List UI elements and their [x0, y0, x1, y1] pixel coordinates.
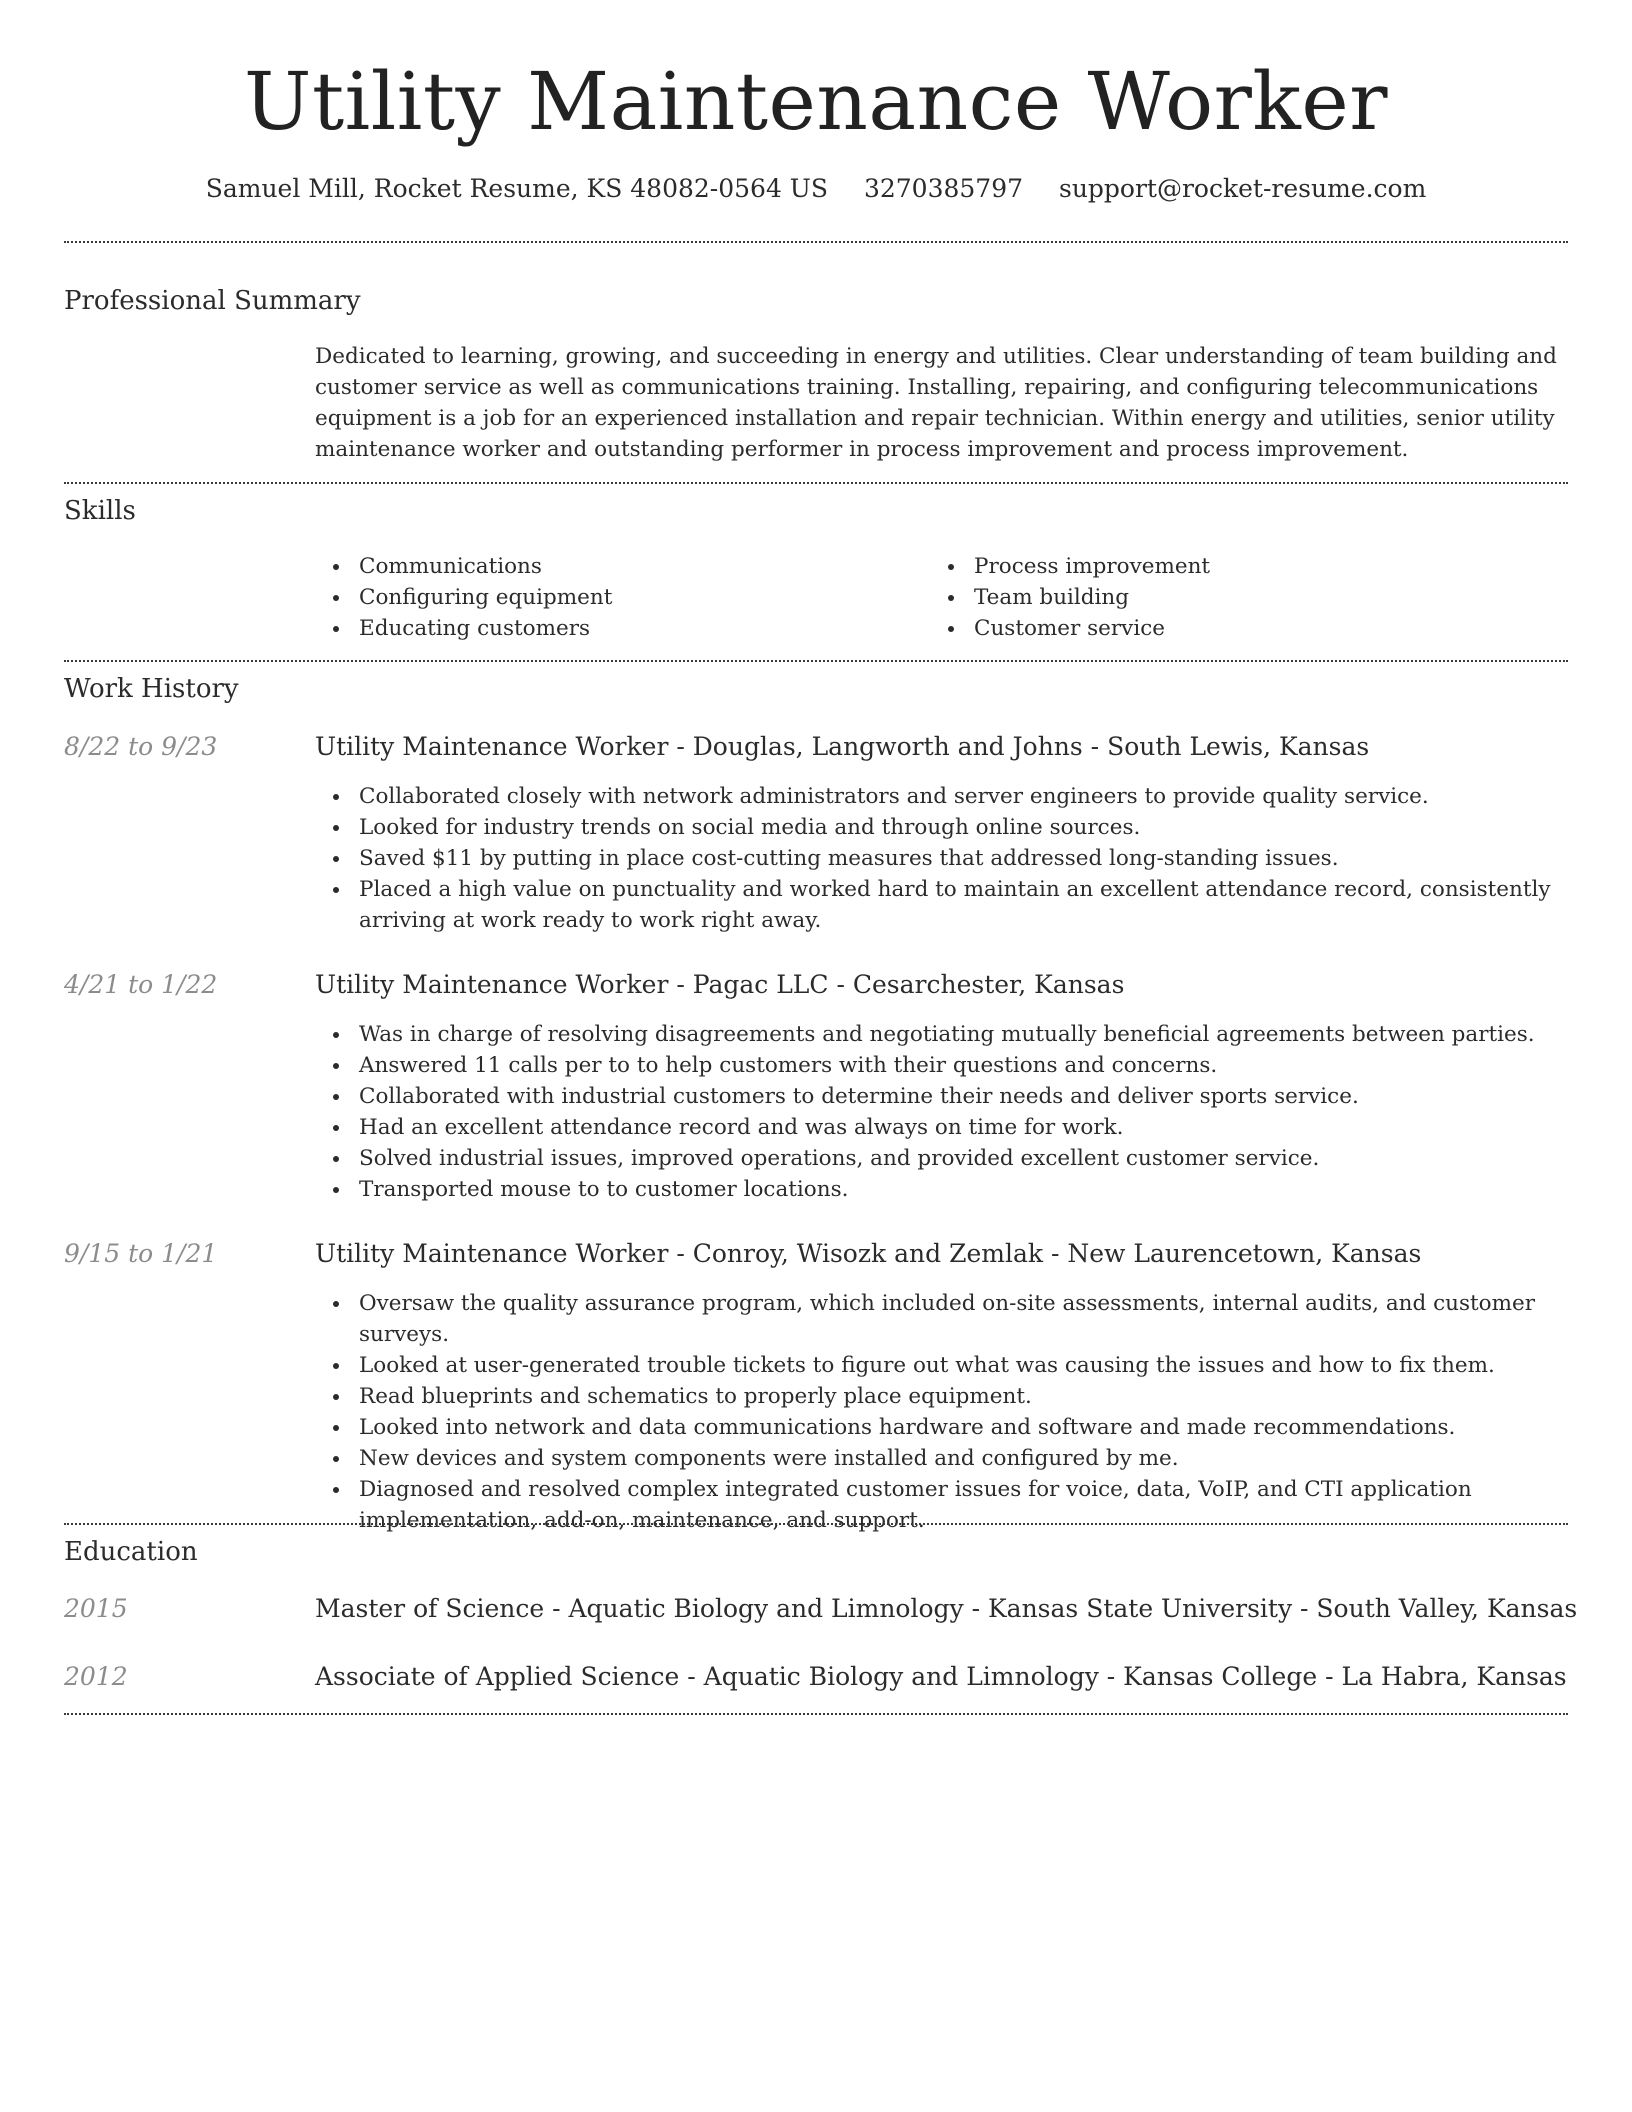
skill-item: Configuring equipment [315, 582, 915, 613]
education-year: 2015 [64, 1594, 128, 1623]
summary-heading: Professional Summary [64, 286, 361, 316]
job-duty-item: Was in charge of resolving disagreements and negotiating mutually beneficial agreements between parties. [315, 1019, 1568, 1050]
job-dates: 9/15 to 1/21 [64, 1239, 218, 1268]
job-title: Utility Maintenance Worker - Douglas, Langworth and Johns - South Lewis, Kansas [315, 732, 1370, 761]
job-duty-item: Oversaw the quality assurance program, which included on-site assessments, internal audits, and customer surveys. [315, 1288, 1568, 1350]
job-duty-item: Saved $11 by putting in place cost-cutting measures that addressed long-standing issues. [315, 843, 1568, 874]
skill-item: Communications [315, 551, 915, 582]
job-duty-item: New devices and system components were installed and configured by me. [315, 1443, 1568, 1474]
contact-email: support@rocket-resume.com [1058, 174, 1427, 203]
job-duty-item: Had an excellent attendance record and was always on time for work. [315, 1112, 1568, 1143]
education-year: 2012 [64, 1662, 128, 1691]
job-duty-item: Collaborated closely with network administrators and server engineers to provide quality service. [315, 781, 1568, 812]
education-title: Associate of Applied Science - Aquatic Biology and Limnology - Kansas College - La Habra, Kansas [315, 1662, 1567, 1691]
job-duty-item: Diagnosed and resolved complex integrated customer issues for voice, data, VoIP, and CTI application implementation, add-on, maintenance, and support. [315, 1474, 1568, 1536]
skills-heading: Skills [64, 496, 136, 526]
job-title: Utility Maintenance Worker - Conroy, Wisozk and Zemlak - New Laurencetown, Kansas [315, 1239, 1422, 1268]
work-heading: Work History [64, 674, 239, 704]
skill-item: Customer service [930, 613, 1530, 644]
job-duties [315, 781, 1568, 936]
job-duty-item: Placed a high value on punctuality and worked hard to maintain an excellent attendance record, consistently arriving at work ready to work right away. [315, 874, 1568, 936]
divider-header [64, 241, 1568, 243]
skill-item: Educating customers [315, 613, 915, 644]
education-title: Master of Science - Aquatic Biology and Limnology - Kansas State University - South Valley, Kansas [315, 1594, 1578, 1623]
skills-list-right [930, 551, 1530, 644]
job-duties [315, 1288, 1568, 1536]
contact-address: Samuel Mill, Rocket Resume, KS 48082-0564 US [205, 174, 829, 203]
job-duties [315, 1019, 1568, 1205]
divider-skills [64, 660, 1568, 662]
job-duty-item: Answered 11 calls per to to help customers with their questions and concerns. [315, 1050, 1568, 1081]
job-duty-item: Solved industrial issues, improved operations, and provided excellent customer service. [315, 1143, 1568, 1174]
job-duty-item: Looked for industry trends on social media and through online sources. [315, 812, 1568, 843]
job-dates: 8/22 to 9/23 [64, 732, 218, 761]
job-duty-item: Collaborated with industrial customers to determine their needs and deliver sports service. [315, 1081, 1568, 1112]
job-duty-item: Looked into network and data communications hardware and software and made recommendations. [315, 1412, 1568, 1443]
skill-item: Team building [930, 582, 1530, 613]
divider-education [64, 1713, 1568, 1715]
divider-summary [64, 482, 1568, 484]
job-duty-item: Read blueprints and schematics to properly place equipment. [315, 1381, 1568, 1412]
summary-text: Dedicated to learning, growing, and succeeding in energy and utilities. Clear understanding of team building and customer service as well as communications training. Installing, repairing, and configuring telecommunications equipment is a job for an experienced installation and repair technician. Within energy and utilities, senior utility maintenance worker and outstanding performer in process improvement and process improvement. [315, 344, 1557, 462]
skills-list-left [315, 551, 915, 644]
divider-work [64, 1523, 1568, 1525]
job-duty-item: Looked at user-generated trouble tickets to figure out what was causing the issues and how to fix them. [315, 1350, 1568, 1381]
job-dates: 4/21 to 1/22 [64, 970, 218, 999]
resume-title: Utility Maintenance Worker [244, 55, 1388, 148]
job-title: Utility Maintenance Worker - Pagac LLC - Cesarchester, Kansas [315, 970, 1125, 999]
contact-phone: 3270385797 [863, 174, 1024, 203]
contact-line [0, 171, 1632, 207]
skill-item: Process improvement [930, 551, 1530, 582]
education-heading: Education [64, 1537, 198, 1567]
job-duty-item: Transported mouse to to customer locations. [315, 1174, 1568, 1205]
